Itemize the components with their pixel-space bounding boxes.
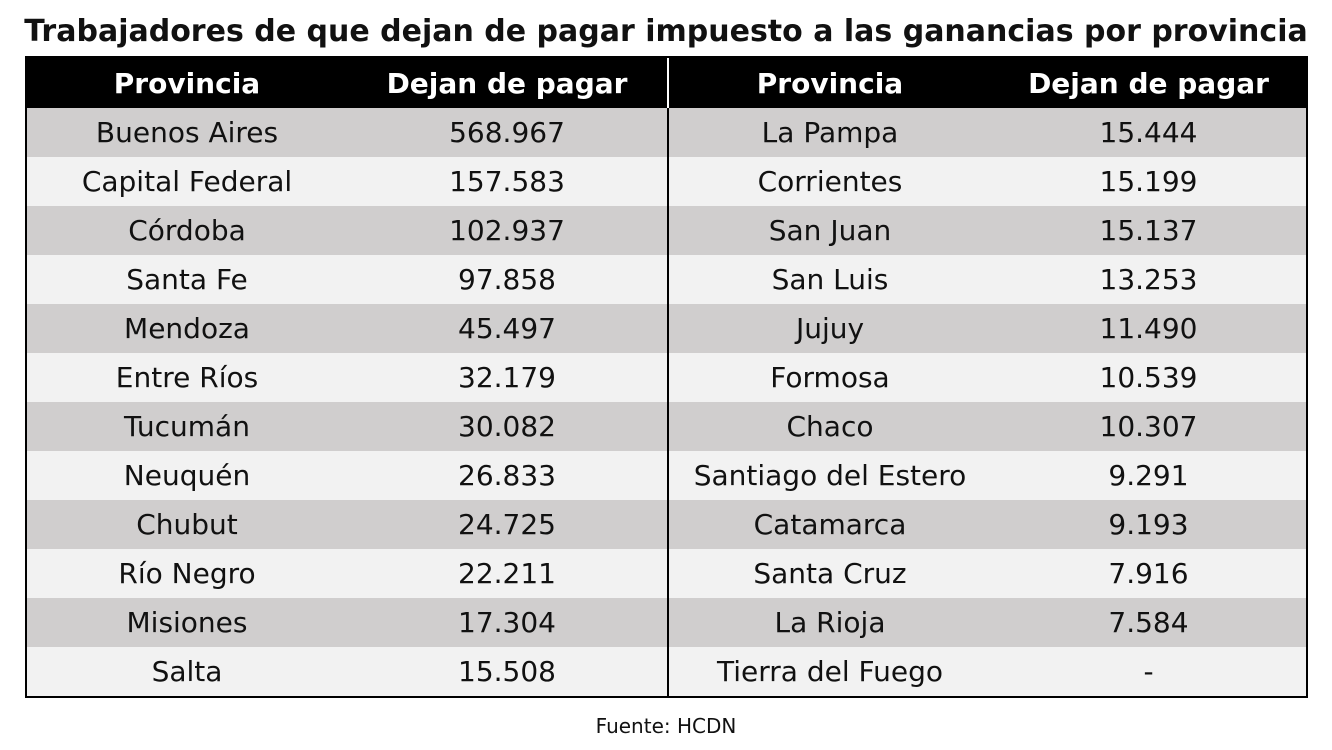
cell-provincia: Tucumán <box>124 410 250 443</box>
table-row <box>27 598 667 647</box>
table-row <box>669 598 1306 647</box>
cell-dejan-de-pagar: - <box>1143 655 1154 688</box>
table-row <box>27 157 667 206</box>
cell-provincia: San Luis <box>771 263 889 296</box>
cell-dejan-de-pagar: 24.725 <box>458 508 556 541</box>
cell-provincia: Santa Cruz <box>753 557 907 590</box>
table-row <box>669 206 1306 255</box>
table-row <box>669 353 1306 402</box>
cell-provincia: Santa Fe <box>126 263 248 296</box>
table-row <box>27 451 667 500</box>
cell-provincia: Tierra del Fuego <box>717 655 943 688</box>
table-row <box>669 500 1306 549</box>
cell-dejan-de-pagar: 22.211 <box>458 557 556 590</box>
cell-provincia: Chaco <box>786 410 874 443</box>
cell-dejan-de-pagar: 9.291 <box>1108 459 1189 492</box>
cell-dejan-de-pagar: 97.858 <box>458 263 556 296</box>
cell-provincia: Jujuy <box>795 312 865 345</box>
cell-provincia: Entre Ríos <box>115 361 259 394</box>
table-row <box>669 549 1306 598</box>
table-row <box>669 402 1306 451</box>
cell-provincia: Chubut <box>136 508 238 541</box>
cell-dejan-de-pagar: 102.937 <box>449 214 565 247</box>
table-row <box>27 206 667 255</box>
cell-dejan-de-pagar: 9.193 <box>1108 508 1189 541</box>
cell-dejan-de-pagar: 15.508 <box>458 655 556 688</box>
chart-title: Trabajadores de que dejan de pagar impuesto a las ganancias por provincia <box>24 14 1308 49</box>
cell-dejan-de-pagar: 11.490 <box>1099 312 1198 345</box>
table-row <box>27 402 667 451</box>
cell-provincia: Formosa <box>770 361 890 394</box>
column-header-provincia: Provincia <box>113 67 261 100</box>
column-header-dejan-de-pagar: Dejan de pagar <box>386 67 628 100</box>
cell-dejan-de-pagar: 568.967 <box>449 116 565 149</box>
table-header-right <box>669 58 1306 108</box>
cell-dejan-de-pagar: 7.916 <box>1108 557 1189 590</box>
table-row <box>669 304 1306 353</box>
source-note: Fuente: HCDN <box>595 714 737 738</box>
table-row <box>669 451 1306 500</box>
cell-dejan-de-pagar: 157.583 <box>449 165 565 198</box>
table-left-half <box>27 58 667 696</box>
cell-provincia: Corrientes <box>757 165 903 198</box>
cell-provincia: Córdoba <box>128 214 246 247</box>
cell-provincia: Buenos Aires <box>95 116 279 149</box>
cell-provincia: La Pampa <box>761 116 899 149</box>
cell-provincia: Neuquén <box>123 459 251 492</box>
table-row <box>27 549 667 598</box>
cell-provincia: Capital Federal <box>81 165 293 198</box>
table-right-half <box>669 58 1306 696</box>
cell-dejan-de-pagar: 7.584 <box>1108 606 1189 639</box>
cell-dejan-de-pagar: 10.539 <box>1099 361 1198 394</box>
cell-dejan-de-pagar: 32.179 <box>458 361 556 394</box>
cell-dejan-de-pagar: 10.307 <box>1099 410 1198 443</box>
cell-provincia: Santiago del Estero <box>693 459 967 492</box>
column-header-provincia: Provincia <box>756 67 904 100</box>
cell-provincia: La Rioja <box>774 606 886 639</box>
cell-provincia: Salta <box>151 655 223 688</box>
cell-dejan-de-pagar: 15.199 <box>1099 165 1198 198</box>
table-row <box>669 108 1306 157</box>
table-header-left <box>27 58 667 108</box>
cell-dejan-de-pagar: 13.253 <box>1099 263 1198 296</box>
cell-dejan-de-pagar: 45.497 <box>458 312 556 345</box>
table-row <box>27 304 667 353</box>
cell-dejan-de-pagar: 30.082 <box>458 410 556 443</box>
cell-dejan-de-pagar: 15.137 <box>1099 214 1198 247</box>
cell-provincia: Misiones <box>126 606 248 639</box>
cell-dejan-de-pagar: 26.833 <box>458 459 556 492</box>
table-row <box>669 647 1306 696</box>
table-row <box>27 108 667 157</box>
table-row <box>669 255 1306 304</box>
cell-provincia: Mendoza <box>124 312 250 345</box>
data-table <box>25 56 1308 698</box>
cell-dejan-de-pagar: 15.444 <box>1099 116 1198 149</box>
table-row <box>27 255 667 304</box>
cell-provincia: Río Negro <box>118 557 256 590</box>
column-header-dejan-de-pagar: Dejan de pagar <box>1028 67 1269 100</box>
cell-dejan-de-pagar: 17.304 <box>458 606 556 639</box>
cell-provincia: Catamarca <box>753 508 907 541</box>
table-row <box>27 500 667 549</box>
cell-provincia: San Juan <box>768 214 892 247</box>
table-row <box>27 353 667 402</box>
table-row <box>669 157 1306 206</box>
table-row <box>27 647 667 696</box>
